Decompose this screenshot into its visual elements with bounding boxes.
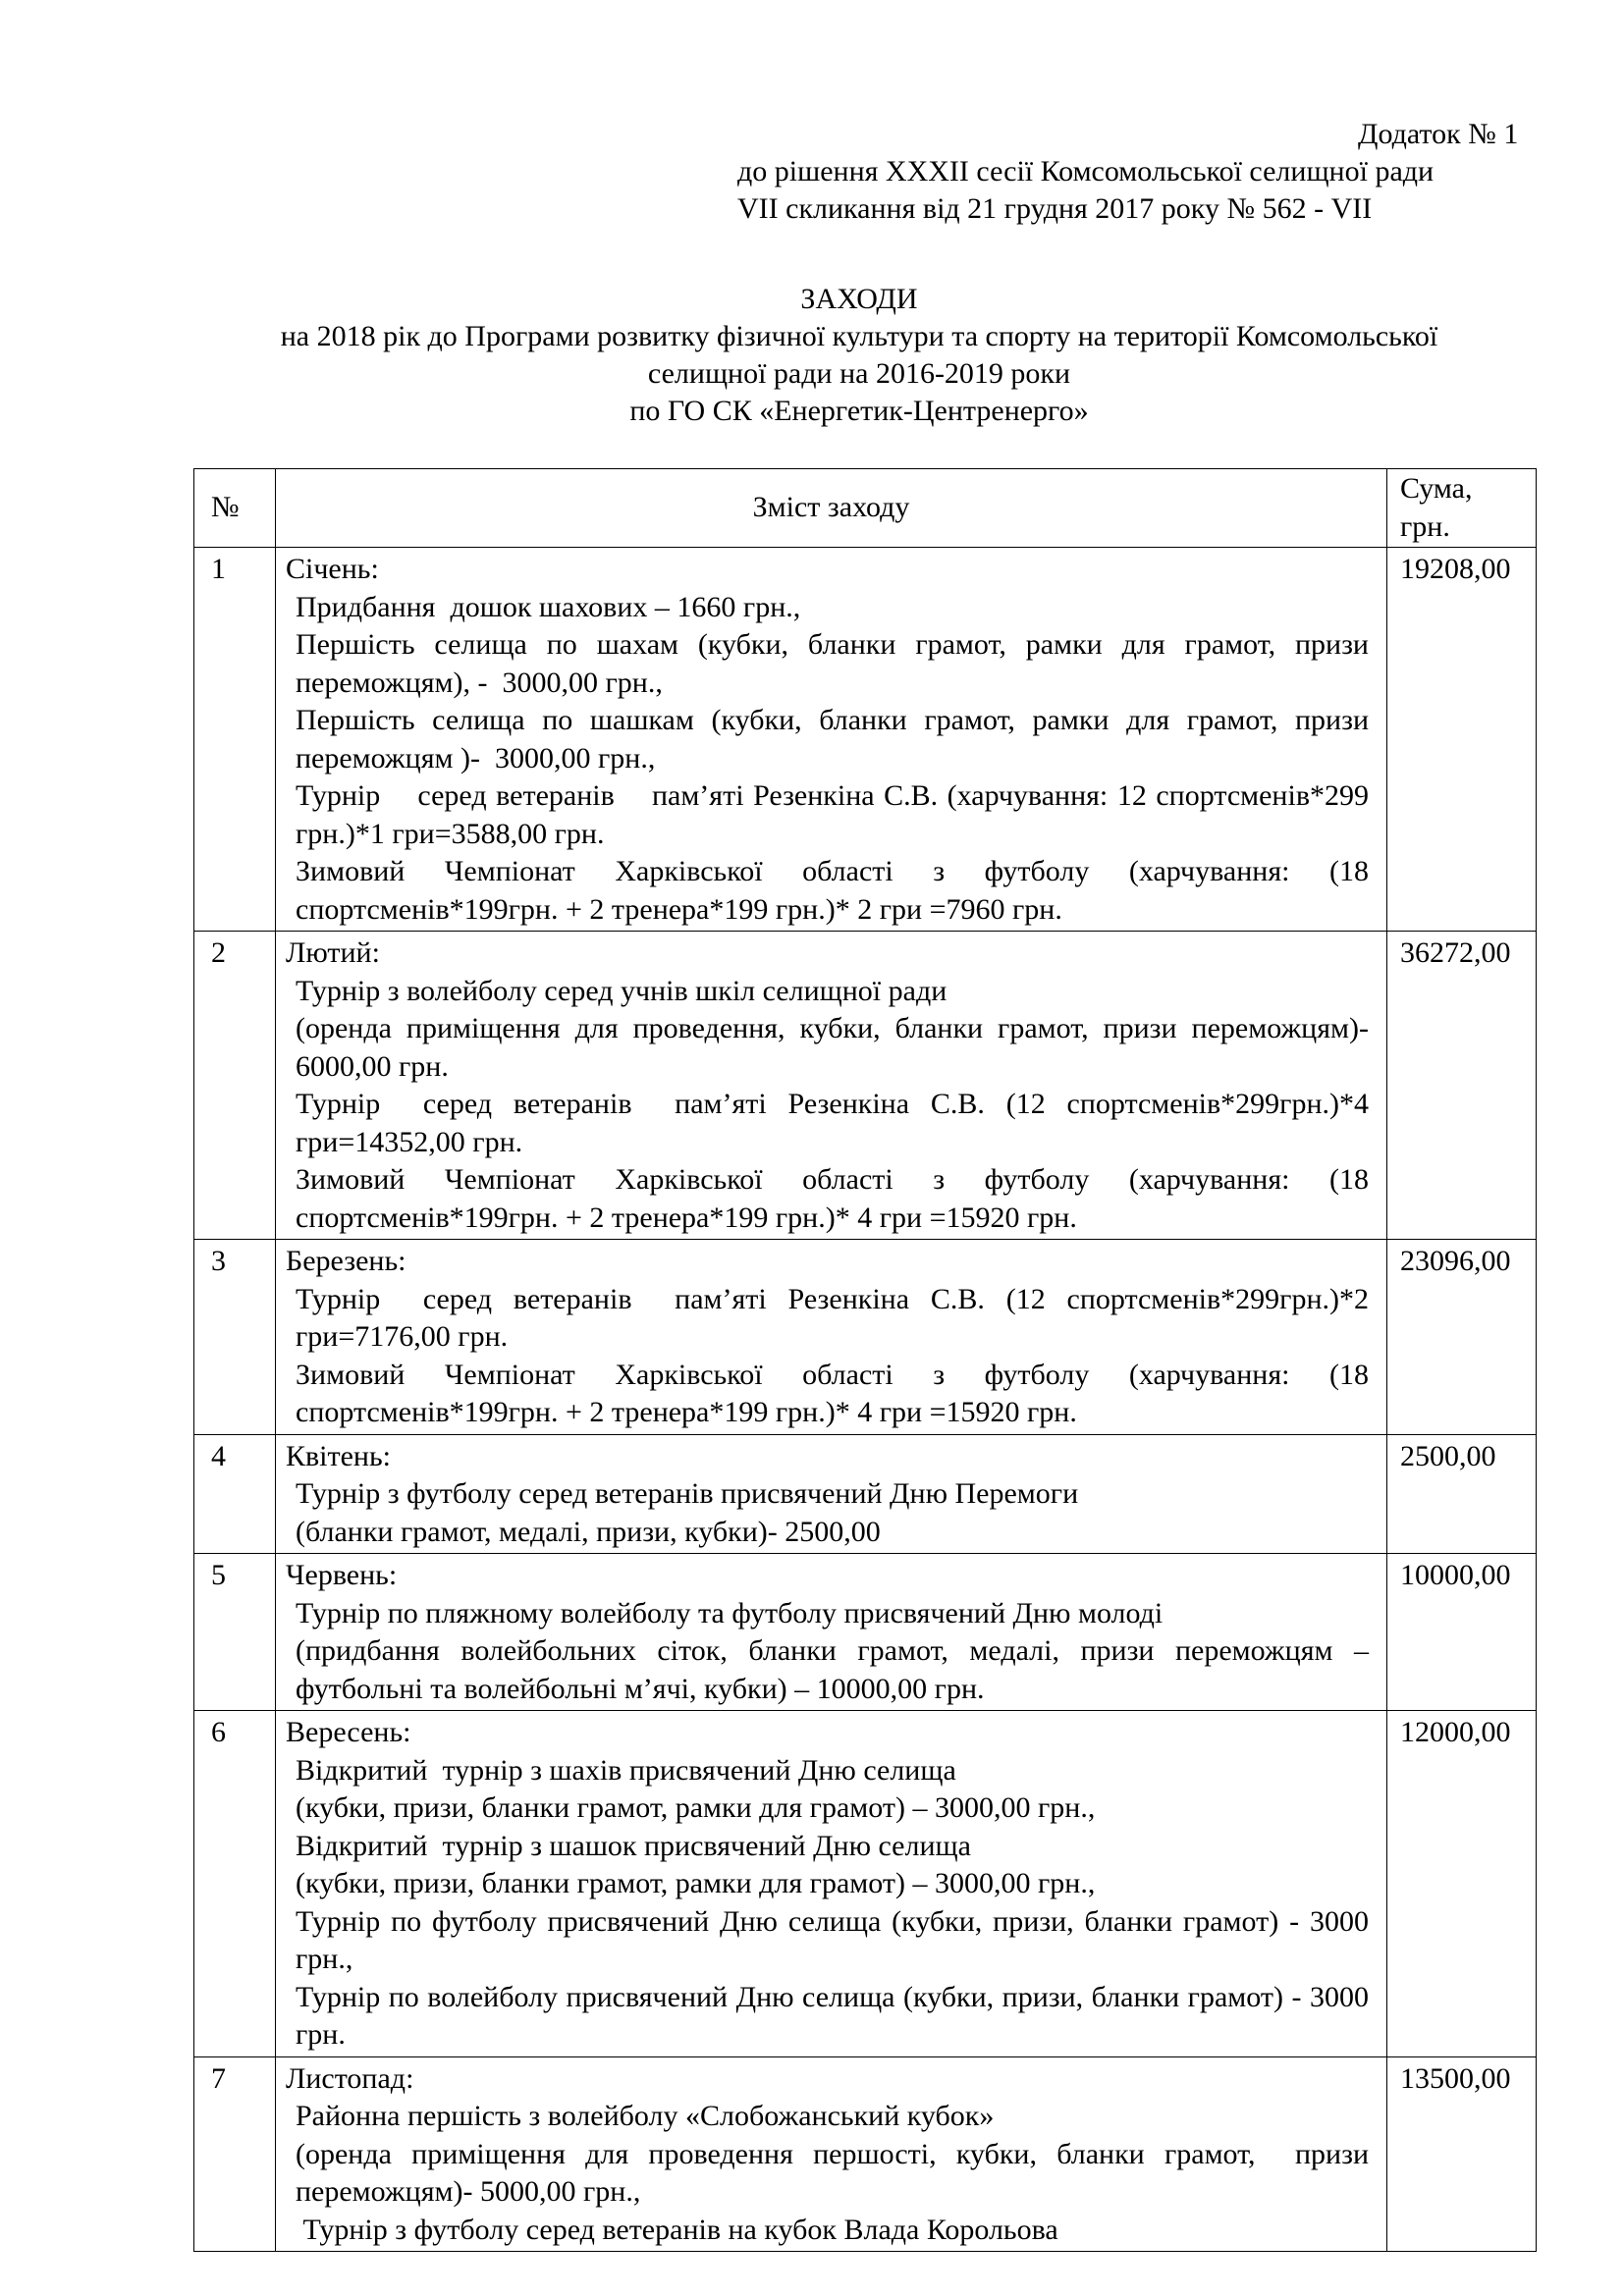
row-month: Квітень:	[286, 1439, 392, 1472]
table-row	[194, 1711, 1537, 2057]
row-content	[276, 2056, 1387, 2252]
row-item: Першість селища по шашкам (кубки, бланки грамот, рамки для грамот, призи переможцям )- 3000,00 грн.,	[296, 704, 1377, 774]
annex-number: Додаток № 1	[1358, 118, 1519, 150]
row-item: Відкритий турнір з шахів присвячений Дню селища	[296, 1753, 956, 1787]
row-month: Вересень:	[286, 1716, 411, 1748]
row-month: Червень:	[286, 1559, 398, 1591]
row-item: Зимовий Чемпіонат Харківської області з футболу (харчування: (18 спортсменів*199грн. + 2 тренера*199 грн.)* 2 гри =7960 грн.	[296, 855, 1377, 926]
row-number: 3	[194, 1240, 276, 1435]
table-row	[194, 1240, 1537, 1435]
row-number: 2	[194, 932, 276, 1240]
header-content: Зміст заходу	[276, 469, 1387, 548]
header-sum: Сума, грн.	[1387, 469, 1537, 548]
row-number: 5	[194, 1554, 276, 1711]
row-item: (бланки грамот, медалі, призи, кубки)- 2500,00	[296, 1515, 881, 1548]
header-number: №	[194, 469, 276, 548]
row-item: Першість селища по шахам (кубки, бланки грамот, рамки для грамот, призи переможцям), - 3000,00 грн.,	[296, 628, 1377, 699]
row-month: Березень:	[286, 1245, 406, 1277]
row-content	[276, 932, 1387, 1240]
row-item: Районна першість з волейболу «Слобожанський кубок»	[296, 2100, 995, 2132]
row-item: (оренда приміщення для проведення, кубки, бланки грамот, призи переможцям)- 6000,00 грн.	[296, 1012, 1377, 1083]
row-sum: 10000,00	[1387, 1554, 1537, 1711]
row-item: Турнір з футболу серед ветеранів присвячений Дню Перемоги	[296, 1477, 1079, 1510]
row-item: Турнір серед ветеранів пам’яті Резенкіна С.В. (12 спортсменів*299грн.)*2 гри=7176,00 грн.	[296, 1282, 1377, 1353]
row-sum: 12000,00	[1387, 1711, 1537, 2057]
measures-table	[193, 468, 1537, 2252]
row-content	[276, 1554, 1387, 1711]
row-sum: 23096,00	[1387, 1240, 1537, 1435]
document-title: ЗАХОДИ	[800, 283, 918, 315]
row-item: (оренда приміщення для проведення першості, кубки, бланки грамот, призи переможцям)- 5000,00 грн.,	[296, 2137, 1377, 2208]
table-row	[194, 1554, 1537, 1711]
row-sum: 13500,00	[1387, 2056, 1537, 2252]
row-item: Турнір серед ветеранів пам’яті Резенкіна С.В. (харчування: 12 спортсменів*299 грн.)*1 гри=3588,00 грн.	[296, 779, 1377, 850]
row-sum: 19208,00	[1387, 548, 1537, 932]
row-item: Турнір з волейболу серед учнів шкіл селищної ради	[296, 974, 947, 1007]
annex-convocation: VII скликання від 21 грудня 2017 року № 562 - VII	[737, 192, 1373, 225]
table-row	[194, 1434, 1537, 1554]
row-sum: 2500,00	[1387, 1434, 1537, 1554]
annex-decision: до рішення XXXII сесії Комсомольської селищної ради	[737, 155, 1435, 187]
heading-line-2: на 2018 рік до Програми розвитку фізичної культури та спорту на території Комсомольської	[280, 320, 1438, 352]
row-item: Відкритий турнір з шашок присвячений Дню селища	[296, 1829, 971, 1862]
row-month: Листопад:	[286, 2061, 414, 2095]
row-item: Турнір по футболу присвячений Дню селища (кубки, призи, бланки грамот) - 3000 грн.,	[296, 1904, 1377, 1975]
table-body	[194, 548, 1537, 2252]
row-item: Зимовий Чемпіонат Харківської області з футболу (харчування: (18 спортсменів*199грн. + 2 тренера*199 грн.)* 4 гри =15920 грн.	[296, 1163, 1377, 1234]
row-month: Січень:	[286, 553, 379, 585]
row-content	[276, 1240, 1387, 1435]
row-item: Зимовий Чемпіонат Харківської області з футболу (харчування: (18 спортсменів*199грн. + 2 тренера*199 грн.)* 4 гри =15920 грн.	[296, 1358, 1377, 1428]
row-item: Турнір серед ветеранів пам’яті Резенкіна С.В. (12 спортсменів*299грн.)*4 гри=14352,00 грн.	[296, 1088, 1377, 1158]
row-item: Турнір з футболу серед ветеранів на кубок Влада Корольова	[296, 2213, 1058, 2246]
table-row	[194, 2056, 1537, 2252]
row-item: Турнір по пляжному волейболу та футболу присвячений Дню молоді	[296, 1596, 1164, 1629]
row-content	[276, 1434, 1387, 1554]
row-item: Придбання дошок шахових – 1660 грн.,	[296, 590, 801, 623]
table-header-row	[194, 469, 1537, 548]
row-item: (кубки, призи, бланки грамот, рамки для грамот) – 3000,00 грн.,	[296, 1791, 1096, 1824]
row-content	[276, 1711, 1387, 2057]
document-heading	[177, 281, 1542, 430]
annex-block	[737, 116, 1518, 228]
row-number: 7	[194, 2056, 276, 2252]
heading-line-4: по ГО СК «Енергетик-Центренерго»	[629, 395, 1089, 427]
row-content	[276, 548, 1387, 932]
table-row	[194, 548, 1537, 932]
row-number: 6	[194, 1711, 276, 2057]
heading-line-3: селищної ради на 2016-2019 роки	[647, 357, 1071, 390]
row-item: (придбання волейбольних сіток, бланки грамот, медалі, призи переможцям – футбольні та волейбольні м’ячі, кубки) – 10000,00 грн.	[296, 1634, 1377, 1705]
row-item: Турнір по волейболу присвячений Дню селища (кубки, призи, бланки грамот) - 3000 грн.	[296, 1980, 1377, 2051]
row-month: Лютий:	[286, 936, 380, 969]
row-item: (кубки, призи, бланки грамот, рамки для грамот) – 3000,00 грн.,	[296, 1867, 1096, 1899]
row-number: 4	[194, 1434, 276, 1554]
row-sum: 36272,00	[1387, 932, 1537, 1240]
row-number: 1	[194, 548, 276, 932]
table-row	[194, 932, 1537, 1240]
